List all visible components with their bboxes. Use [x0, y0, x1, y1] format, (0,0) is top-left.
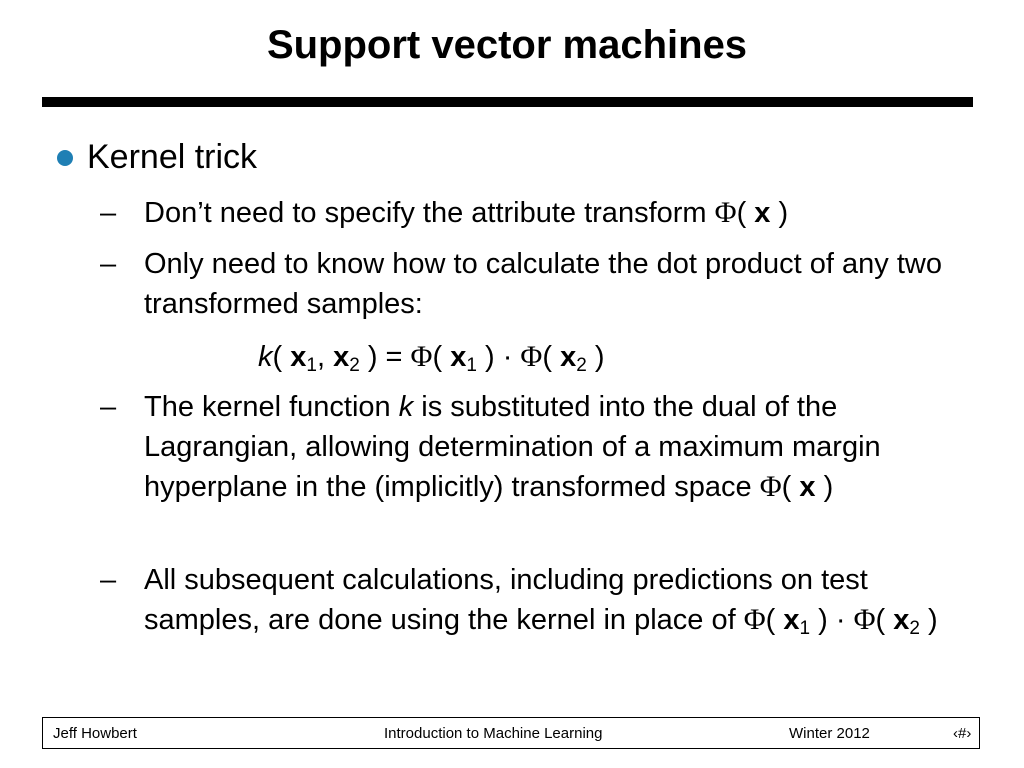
phi-symbol: Φ	[410, 340, 433, 373]
kernel-formula	[258, 337, 605, 377]
footer-page-number: ‹#›	[953, 725, 972, 742]
sub-item-text	[144, 193, 974, 233]
text-part: )	[815, 471, 834, 503]
vector-x: x	[893, 604, 910, 636]
formula-part: (	[272, 341, 291, 373]
formula-part: (	[432, 341, 451, 373]
phi-symbol: Φ	[759, 470, 782, 503]
formula-part: ) =	[359, 341, 411, 373]
vector-x: x	[754, 197, 771, 229]
text-part: All subsequent calculations, including predictions on test samples, are done using the kernel in place of	[144, 564, 868, 636]
formula-part: ,	[316, 341, 334, 373]
subscript: 1	[466, 355, 477, 376]
subscript: 1	[799, 618, 811, 639]
subscript: 1	[306, 355, 317, 376]
subscript: 2	[349, 355, 360, 376]
vector-x: x	[783, 604, 800, 636]
slide-footer	[42, 717, 980, 749]
sub-item-kernel-function	[100, 387, 974, 507]
formula-part: )	[586, 341, 605, 373]
text-part: is substituted into the dual of the Lagrangian, allowing determination of a maximum margin hyperplane in the (implicitly) transformed space	[144, 391, 881, 503]
sub-item-text: Only need to know how to calculate the dot product of any two transformed samples:	[144, 248, 942, 320]
bullet-kernel-trick	[57, 135, 257, 179]
slide-title: Support vector machines	[266, 23, 748, 67]
phi-symbol: Φ	[853, 603, 876, 636]
sub-item-text	[144, 387, 974, 507]
subscript: 2	[909, 618, 920, 639]
dash-marker: –	[100, 564, 117, 596]
text-part: The kernel function	[144, 391, 399, 423]
kernel-k: k	[258, 341, 273, 373]
text-part: )	[770, 197, 789, 229]
sub-item-dot-product	[100, 244, 974, 324]
text-part: (	[736, 197, 755, 229]
text-part: )	[919, 604, 938, 636]
footer-course: Introduction to Machine Learning	[384, 725, 603, 742]
phi-symbol: Φ	[520, 340, 543, 373]
sub-item-text	[144, 560, 974, 640]
vector-x: x	[799, 471, 816, 503]
sub-item-attribute-transform	[100, 193, 974, 233]
title-rule	[42, 97, 973, 107]
dash-marker: –	[100, 197, 117, 229]
vector-x: x	[290, 341, 307, 373]
phi-symbol: Φ	[714, 196, 737, 229]
text-part: Don’t need to specify the attribute transform	[144, 197, 715, 229]
subscript: 2	[576, 355, 587, 376]
sub-item-subsequent-calculations	[100, 560, 974, 640]
vector-x: x	[560, 341, 577, 373]
bullet-text: Kernel trick	[87, 138, 258, 176]
formula-part: (	[542, 341, 561, 373]
text-part: (	[765, 604, 784, 636]
text-part: (	[875, 604, 894, 636]
text-part: ) ·	[810, 604, 854, 636]
formula-part: ) ·	[476, 341, 521, 373]
footer-term: Winter 2012	[789, 725, 870, 742]
dash-marker: –	[100, 248, 117, 280]
kernel-k: k	[398, 391, 414, 423]
vector-x: x	[333, 341, 350, 373]
text-part: (	[781, 471, 800, 503]
phi-symbol: Φ	[743, 603, 766, 636]
dash-marker: –	[100, 391, 117, 423]
footer-author: Jeff Howbert	[53, 725, 137, 742]
bullet-dot-icon	[57, 150, 73, 166]
vector-x: x	[450, 341, 467, 373]
